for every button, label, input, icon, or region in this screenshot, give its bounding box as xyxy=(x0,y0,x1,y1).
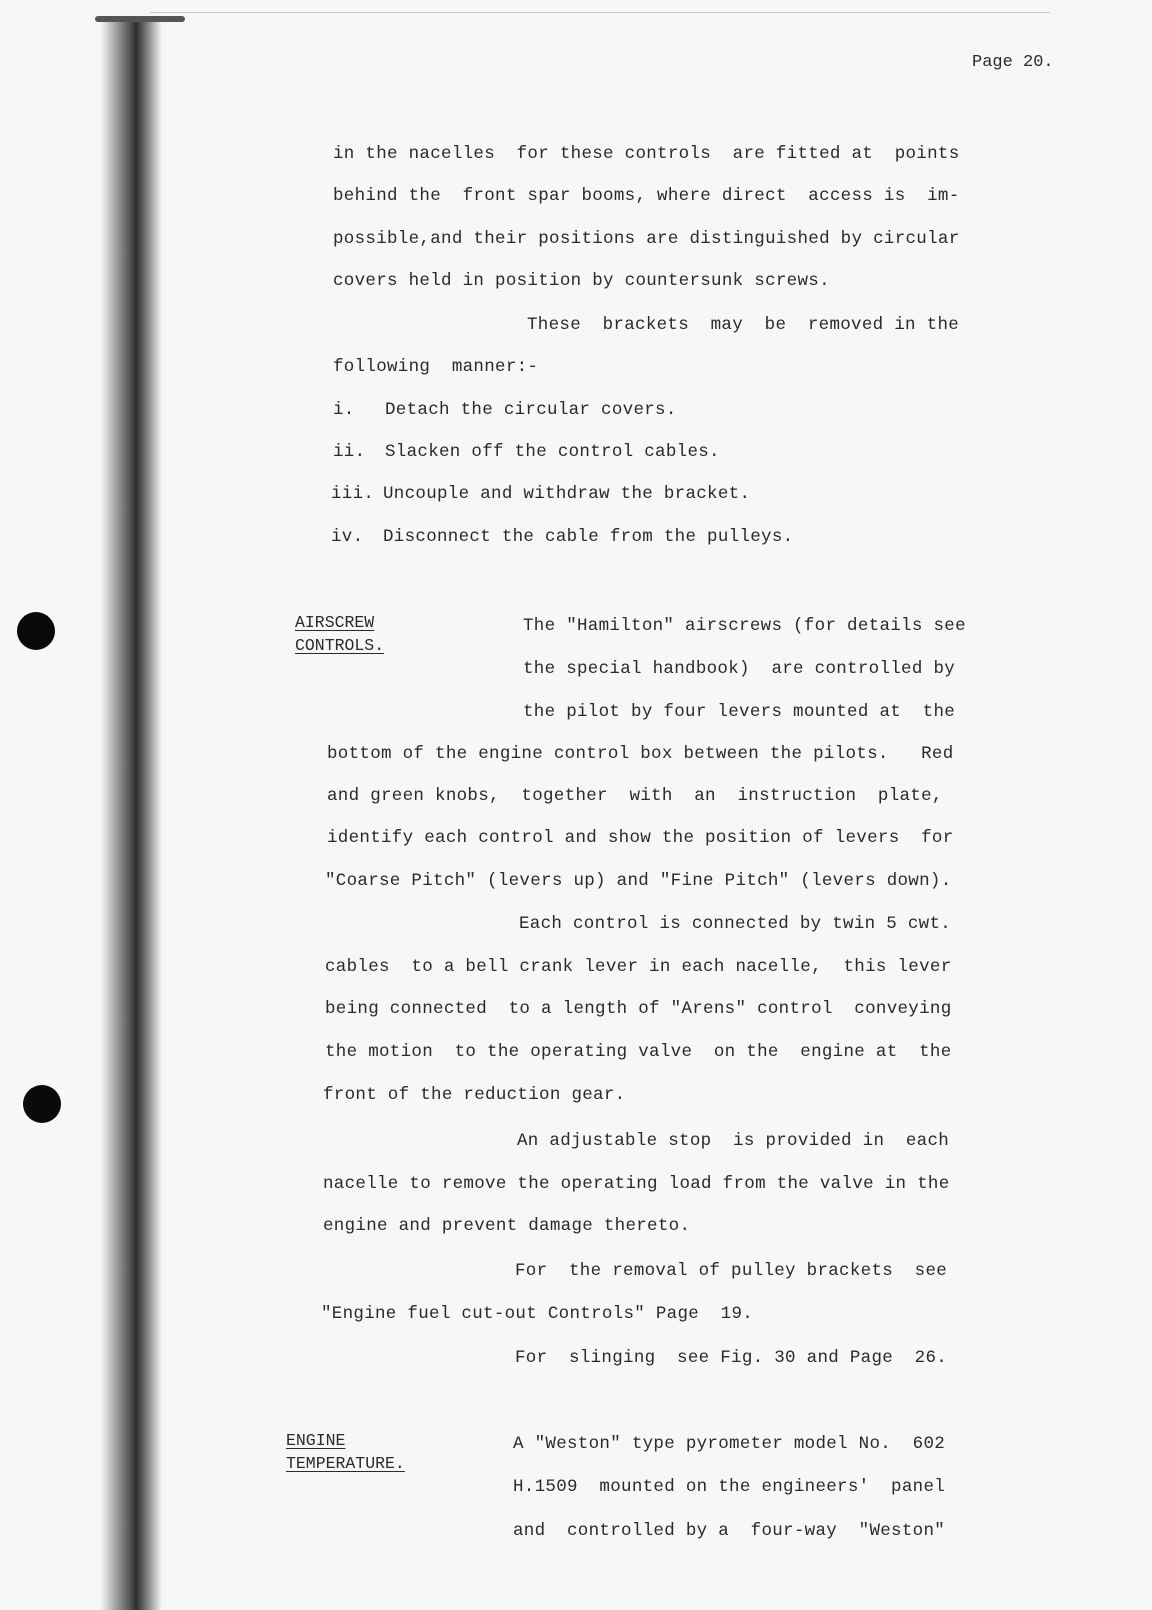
text-line: For slinging see Fig. 30 and Page 26. xyxy=(515,1348,948,1368)
text-line: the special handbook) are controlled by xyxy=(523,659,956,679)
text-line: following manner:- xyxy=(333,357,539,377)
text-line: behind the front spar booms, where direct access is im- xyxy=(333,186,960,206)
binding-shadow xyxy=(100,18,162,1610)
text-line: "Engine fuel cut-out Controls" Page 19. xyxy=(321,1304,754,1324)
text-line: H.1509 mounted on the engineers' panel xyxy=(513,1477,946,1497)
text-line: the pilot by four levers mounted at the xyxy=(523,702,956,722)
punch-hole-lower xyxy=(23,1085,61,1123)
text-line: possible,and their positions are distinguished by circular xyxy=(333,229,960,249)
list-item: Detach the circular covers. xyxy=(385,400,677,420)
text-line: For the removal of pulley brackets see xyxy=(515,1261,948,1281)
list-marker: iii. xyxy=(331,484,375,504)
text-line: The "Hamilton" airscrews (for details see xyxy=(523,616,966,636)
list-marker: iv. xyxy=(331,527,364,547)
text-line: and green knobs, together with an instruction plate, xyxy=(327,786,943,806)
section-heading-temperature: TEMPERATURE. xyxy=(286,1454,405,1473)
text-line: An adjustable stop is provided in each xyxy=(517,1131,950,1151)
text-line: engine and prevent damage thereto. xyxy=(323,1216,691,1236)
text-line: and controlled by a four-way "Weston" xyxy=(513,1521,946,1541)
text-line: covers held in position by countersunk screws. xyxy=(333,271,830,291)
text-line: the motion to the operating valve on the engine at the xyxy=(325,1042,952,1062)
list-item: Disconnect the cable from the pulleys. xyxy=(383,527,794,547)
text-line: cables to a bell crank lever in each nacelle, this lever xyxy=(325,957,952,977)
text-line: "Coarse Pitch" (levers up) and "Fine Pitch" (levers down). xyxy=(325,871,952,891)
section-heading-airscrew: AIRSCREW xyxy=(295,613,375,632)
text-line: front of the reduction gear. xyxy=(323,1085,626,1105)
section-heading-controls: CONTROLS. xyxy=(295,636,385,655)
list-marker: ii. xyxy=(333,442,366,462)
text-line: These brackets may be removed in the xyxy=(527,315,960,335)
list-item: Slacken off the control cables. xyxy=(385,442,720,462)
list-item: Uncouple and withdraw the bracket. xyxy=(383,484,751,504)
binding-clip xyxy=(95,16,185,22)
text-line: A "Weston" type pyrometer model No. 602 xyxy=(513,1434,946,1454)
punch-hole-upper xyxy=(17,612,55,650)
top-edge-line xyxy=(150,12,1050,13)
text-line: in the nacelles for these controls are fitted at points xyxy=(333,144,960,164)
list-marker: i. xyxy=(333,400,355,420)
text-line: identify each control and show the position of levers for xyxy=(327,828,954,848)
text-line: Each control is connected by twin 5 cwt. xyxy=(519,914,952,934)
text-line: bottom of the engine control box between the pilots. Red xyxy=(327,744,954,764)
text-line: nacelle to remove the operating load from the valve in the xyxy=(323,1174,950,1194)
text-line: being connected to a length of "Arens" control conveying xyxy=(325,999,952,1019)
section-heading-engine: ENGINE xyxy=(286,1431,346,1450)
page-number: Page 20. xyxy=(972,53,1054,72)
